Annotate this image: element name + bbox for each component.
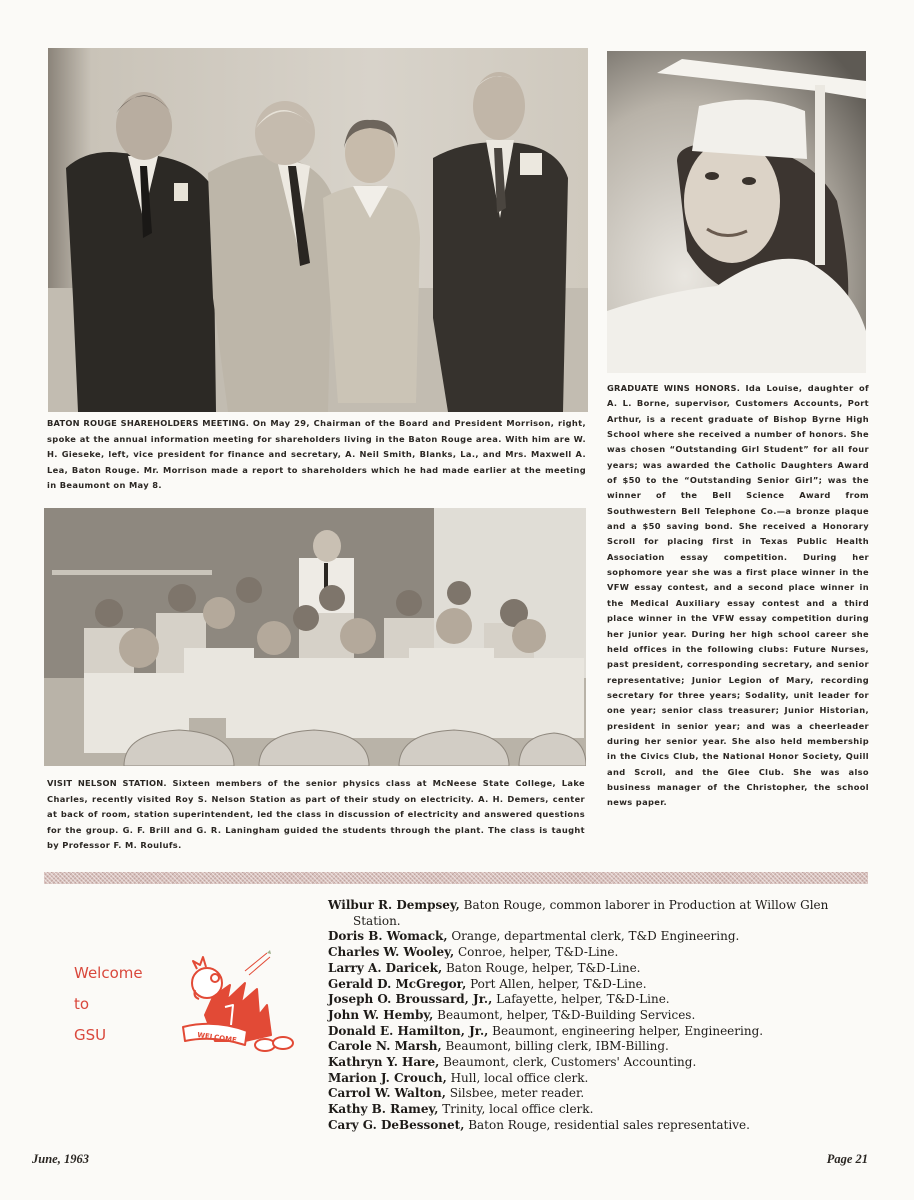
list-item: Marion J. Crouch, Hull, local office clerk. <box>328 1070 589 1085</box>
welcome-line-2: to <box>74 995 90 1013</box>
footer-date: June, 1963 <box>32 1152 89 1166</box>
welcome-line-3: GSU <box>74 1026 107 1044</box>
new-employees-list <box>328 898 868 1134</box>
welcome-heading <box>74 958 174 1051</box>
list-item: Cary G. DeBessonet, Baton Rouge, residential sales representative. <box>328 1117 750 1132</box>
caption-heading: VISIT NELSON STATION. <box>47 778 167 788</box>
reddy-kilowatt-mascot-icon <box>175 945 300 1060</box>
photo-physics-class <box>44 508 586 766</box>
list-item: Kathryn Y. Hare, Beaumont, clerk, Customers' Accounting. <box>328 1055 697 1070</box>
list-item: Carrol W. Walton, Silsbee, meter reader. <box>328 1086 585 1101</box>
list-item: Doris B. Womack, Orange, departmental clerk, T&D Engineering. <box>328 929 740 944</box>
caption-body: On May 29, Chairman of the Board and President Morrison, right, spoke at the annual information meeting for shareholders living in the Baton Rouge area. With him are W. H. Gieseke, left, vice president for finance and secretary, A. Neil Smith, Blanks, La., and Mrs. Maxwell A. Lea, Baton Rouge. Mr. Morrison made a report to shareholders which he had made earlier at the meeting in Beaumont on May 8. <box>47 418 586 491</box>
photo-shareholders-meeting <box>48 48 588 412</box>
caption-body: Ida Louise, daughter of A. L. Borne, supervisor, Customers Accounts, Port Arthur, is a recent graduate of Bishop Byrne High School where she received a number of honors. She was chosen “Outstanding Girl Student” for all four years; was awarded the Catholic Daughters Award of $50 to the “Outstanding Senior Girl”; was the winner of the Bell Science Award from Southwestern Bell Telephone Co.—a bronze plaque and a $50 saving bond. She received a Honorary Scroll for placing first in Texas Public Health Association essay competition. During her sophomore year she was a first place winner in the VFW essay contest, and a second place winner in the Medical Auxiliary essay contest and a third place winner in the VFW essay competition during her junior year. During her high school career she held offices in the following clubs: Future Nurses, past president, corresponding secretary, and senior representative; Junior Legion of Mary, recording secretary for three years; Sodality, unit leader for one year; senior class treasurer; Junior Historian, president in senior year; and was a cheerleader during her senior year. She also held membership in the Civics Club, the National Honor Society, Quill and Scroll, and the Glee Club. She was also business manager of the Christopher, the school news paper. <box>607 383 869 808</box>
caption-body: Sixteen members of the senior physics class at McNeese State College, Lake Charles, recently visited Roy S. Nelson Station as part of their study on electricity. A. H. Demers, center at back of room, station superintendent, led the class in discussion of electricity and answered questions for the group. G. F. Brill and G. R. Laningham guided the students through the plant. The class is taught by Professor F. M. Roulufs. <box>47 778 585 851</box>
list-item: John W. Hemby, Beaumont, helper, T&D-Building Services. <box>328 1007 696 1022</box>
list-item: Carole N. Marsh, Beaumont, billing clerk, IBM-Billing. <box>328 1039 669 1054</box>
photo-graduate-portrait <box>607 51 866 373</box>
list-item: Joseph O. Broussard, Jr., Lafayette, helper, T&D-Line. <box>328 992 670 1007</box>
list-item: Gerald D. McGregor, Port Allen, helper, T&D-Line. <box>328 976 647 991</box>
caption-nelson-station <box>47 776 585 854</box>
list-item: Wilbur R. Dempsey, Baton Rouge, common laborer in Production at Willow Glen Station. <box>328 898 829 928</box>
list-item: Kathy B. Ramey, Trinity, local office clerk. <box>328 1102 594 1117</box>
section-divider <box>44 872 868 884</box>
list-item: Charles W. Wooley, Conroe, helper, T&D-Line. <box>328 945 619 960</box>
caption-heading: BATON ROUGE SHAREHOLDERS MEETING. <box>47 418 250 428</box>
welcome-line-1: Welcome <box>74 964 143 982</box>
list-item: Larry A. Daricek, Baton Rouge, helper, T&D-Line. <box>328 960 641 975</box>
caption-shareholders-meeting <box>47 416 586 494</box>
caption-graduate-honors <box>607 381 869 811</box>
caption-heading: GRADUATE WINS HONORS. <box>607 383 741 393</box>
footer-page-number: Page 21 <box>826 1152 868 1166</box>
list-item: Donald E. Hamilton, Jr., Beaumont, engineering helper, Engineering. <box>328 1023 764 1038</box>
mascot-banner-text: WELCOME <box>196 1031 238 1045</box>
